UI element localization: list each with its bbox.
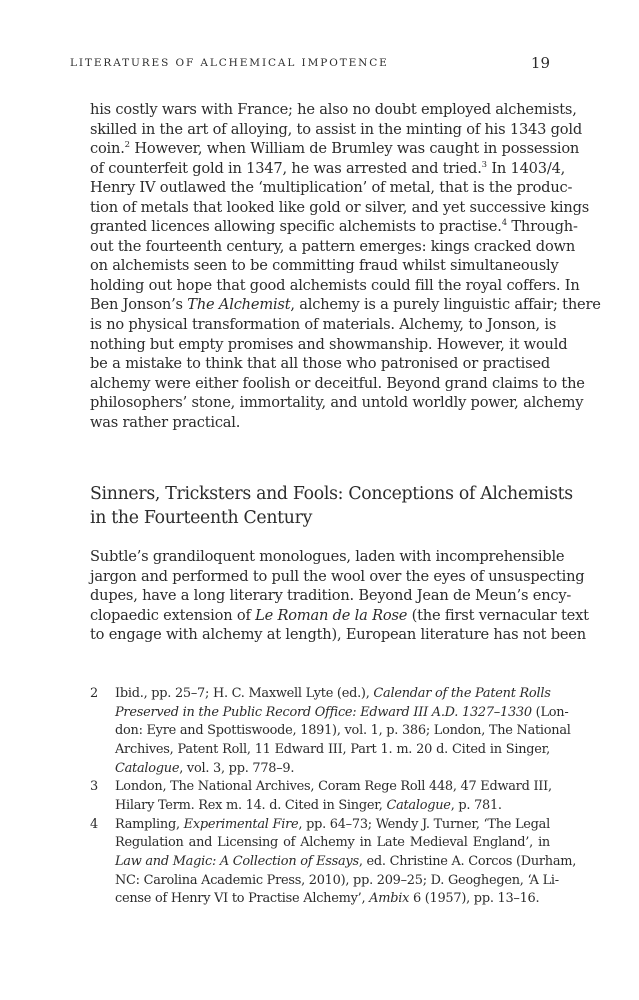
footnote-line: London, The National Archives, Coram Rege Roll 448, 47 Edward III, bbox=[115, 779, 552, 795]
footnote-number: 4 bbox=[90, 816, 98, 832]
citation-title: Calendar of the Patent Rolls bbox=[373, 686, 551, 701]
footnote-line: Archives, Patent Roll, 11 Edward III, Part 1. m. 20 d. Cited in Singer, bbox=[115, 741, 550, 757]
text-line: philosophers’ stone, immortality, and untold worldly power, alchemy bbox=[90, 394, 584, 412]
footnote-line: NC: Carolina Academic Press, 2010), pp. 209–25; D. Geoghegen, ‘A Li- bbox=[115, 872, 559, 888]
text-line: Subtle’s grandiloquent monologues, laden with incomprehensible bbox=[90, 548, 565, 565]
footnote-ref: 3 bbox=[481, 159, 487, 170]
footnote bbox=[90, 778, 550, 815]
main-paragraph bbox=[90, 100, 601, 432]
text-line: Henry IV outlawed the ‘multiplication’ of metal, that is the produc- bbox=[90, 179, 573, 197]
text-line: skilled in the art of alloying, to assist in the minting of his 1343 gold bbox=[90, 120, 582, 138]
text-line: be a mistake to think that all those who patronised or practised bbox=[90, 355, 550, 373]
text-line: tion of metals that looked like gold or silver, and yet successive kings bbox=[90, 198, 590, 216]
text-line: on alchemists seen to be committing fraud whilst simultaneously bbox=[90, 257, 559, 275]
citation-title: Catalogue bbox=[386, 797, 451, 813]
section-heading-line: Sinners, Tricksters and Fools: Conceptions of Alchemists bbox=[90, 484, 573, 504]
footnote bbox=[90, 685, 571, 778]
text-line: Ben Jonson’s The Alchemist, alchemy is a purely linguistic affair; there bbox=[90, 296, 601, 314]
footnote-line: Law and Magic: A Collection of Essays, ed. Christine A. Corcos (Durham, bbox=[115, 853, 577, 869]
text-line: nothing but empty promises and showmanship. However, it would bbox=[90, 335, 568, 353]
footnote-line: Hilary Term. Rex m. 14. d. Cited in Singer, Catalogue, p. 781. bbox=[115, 797, 502, 813]
footnote-line: cense of Henry VI to Practise Alchemy’, Ambix 6 (1957), pp. 13–16. bbox=[115, 891, 540, 907]
footnote-line: don: Eyre and Spottiswoode, 1891), vol. 1, p. 386; London, The National bbox=[115, 723, 571, 739]
section-heading-line: in the Fourteenth Century bbox=[90, 508, 313, 528]
running-head-title: LITERATURES OF ALCHEMICAL IMPOTENCE bbox=[70, 57, 389, 69]
text-line: of counterfeit gold in 1347, he was arrested and tried.$^3$ In 1403/4, bbox=[90, 159, 566, 177]
footnote-number: 2 bbox=[90, 686, 98, 701]
text-line: coin.$^2$ However, when William de Brumley was caught in possession bbox=[90, 140, 580, 158]
text-line: granted licences allowing specific alchemists to practise.$^4$ Through- bbox=[90, 218, 578, 236]
running-head bbox=[70, 54, 550, 74]
text-line: out the fourteenth century, a pattern emerges: kings cracked down bbox=[90, 237, 576, 255]
text-line: is no physical transformation of materials. Alchemy, to Jonson, is bbox=[90, 316, 557, 334]
citation-title: Law and Magic: A Collection of Essays bbox=[115, 853, 359, 869]
text-line: was rather practical. bbox=[90, 413, 241, 431]
book-title: Le Roman de la Rose bbox=[255, 606, 408, 624]
footnote-number: 3 bbox=[90, 779, 98, 795]
text-line: his costly wars with France; he also no doubt employed alchemists, bbox=[90, 101, 577, 118]
footnote bbox=[90, 816, 577, 909]
text-line: holding out hope that good alchemists could fill the royal coffers. In bbox=[90, 276, 580, 294]
citation-title: Ambix bbox=[369, 891, 410, 907]
footnotes bbox=[90, 685, 577, 909]
footnote-line: Rampling, Experimental Fire, pp. 64–73; Wendy J. Turner, ‘The Legal bbox=[115, 816, 550, 832]
text-line: alchemy were either foolish or deceitful. Beyond grand claims to the bbox=[90, 374, 585, 392]
text-line: to engage with alchemy at length), European literature has not been bbox=[90, 626, 586, 644]
text-line: dupes, have a long literary tradition. Beyond Jean de Meun’s ency- bbox=[90, 587, 572, 605]
footnote-line: Preserved in the Public Record Office: Edward III A.D. 1327–1330 (Lon- bbox=[115, 704, 569, 720]
text-line: clopaedic extension of Le Roman de la Rose (the first vernacular text bbox=[90, 606, 589, 624]
page-number: 19 bbox=[530, 54, 550, 72]
section-heading bbox=[90, 482, 573, 530]
citation-title: Preserved in the Public Record Office: Edward III A.D. 1327–1330 bbox=[115, 704, 532, 720]
section-paragraph bbox=[90, 547, 589, 645]
footnote-line: Ibid., pp. 25–7; H. C. Maxwell Lyte (ed.), Calendar of the Patent Rolls bbox=[115, 686, 551, 701]
footnote-ref: 2 bbox=[124, 140, 130, 151]
footnote-line: Catalogue, vol. 3, pp. 778–9. bbox=[115, 760, 295, 776]
citation-title: Experimental Fire bbox=[183, 816, 299, 832]
text-line: jargon and performed to pull the wool over the eyes of unsuspecting bbox=[90, 567, 585, 585]
citation-title: Catalogue bbox=[115, 760, 180, 776]
footnote-line: Regulation and Licensing of Alchemy in Late Medieval England’, in bbox=[115, 835, 550, 851]
footnote-ref: 4 bbox=[501, 218, 507, 229]
book-title: The Alchemist bbox=[187, 296, 291, 314]
